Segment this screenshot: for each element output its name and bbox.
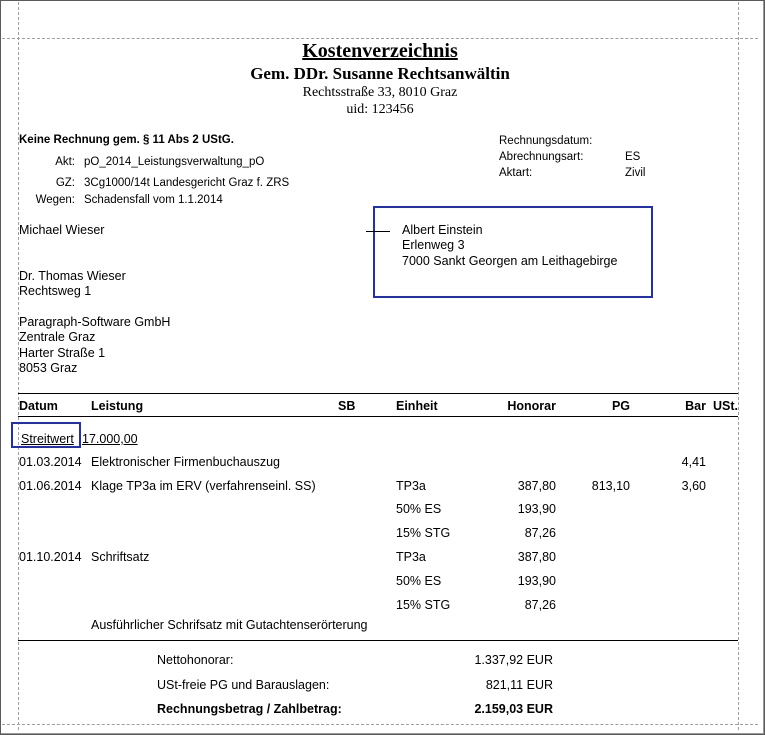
meta-value-wegen: Schadensfall vom 1.1.2014 [84, 194, 223, 206]
row-honorar: 87,26 [524, 598, 556, 612]
total-value-pg-bar: 821,11 EUR [485, 678, 553, 692]
row-leistung: Ausführlicher Schrifsatz mit Gutachtenserörterung [91, 618, 368, 632]
row-bar: 3,60 [681, 479, 706, 493]
client-name: Michael Wieser [19, 223, 105, 237]
margin-guide-bottom [2, 724, 758, 725]
row-datum: 01.06.2014 [19, 479, 82, 493]
document-page [2, 2, 758, 730]
row-honorar: 193,90 [517, 574, 556, 588]
opponent-lawyer-line-1: Dr. Thomas Wieser [19, 269, 126, 283]
recipient-line-3: 7000 Sankt Georgen am Leithagebirge [402, 254, 618, 268]
row-honorar: 193,90 [517, 502, 556, 516]
meta-label-gz: GZ: [55, 177, 75, 189]
total-label-zahlbetrag: Rechnungsbetrag / Zahlbetrag: [157, 702, 342, 716]
row-honorar: 387,80 [517, 479, 556, 493]
row-leistung: Schriftsatz [91, 550, 150, 564]
meta-value-akt: pO_2014_Leistungsverwaltung_pO [84, 156, 265, 168]
total-value-zahlbetrag: 2.159,03 EUR [474, 702, 553, 716]
row-honorar: 387,80 [517, 550, 556, 564]
col-header-datum: Datum [19, 399, 58, 413]
row-pg: 813,10 [591, 479, 630, 493]
row-leistung: Elektronischer Firmenbuchauszug [91, 455, 280, 469]
col-header-ust: USt. [713, 399, 738, 413]
recipient-address-box [373, 206, 653, 298]
table-top-rule [18, 393, 738, 394]
total-label-netto: Nettohonorar: [157, 653, 234, 667]
opponent-lawyer-line-2: Rechtsweg 1 [19, 284, 92, 298]
row-einheit: TP3a [396, 550, 426, 564]
col-header-sb: SB [338, 399, 356, 413]
recipient-line-1: Albert Einstein [402, 223, 483, 237]
invoice-note: Keine Rechnung gem. § 11 Abs 2 UStG. [19, 134, 234, 146]
other-party-line-4: 8053 Graz [19, 361, 78, 375]
row-einheit: 50% ES [396, 502, 442, 516]
meta-label-abrechnungsart: Abrechnungsart: [499, 151, 584, 163]
streitwert-value: 17.000,00 [82, 432, 138, 446]
recipient-marker-line [366, 231, 390, 232]
other-party-line-2: Zentrale Graz [19, 330, 96, 344]
page-title: Kostenverzeichnis [302, 40, 458, 62]
col-header-pg: PG [611, 399, 630, 413]
total-value-netto: 1.337,92 EUR [474, 653, 553, 667]
col-header-leistung: Leistung [91, 399, 144, 413]
col-header-honorar: Honorar [507, 399, 556, 413]
meta-label-aktart: Aktart: [499, 167, 533, 179]
row-einheit: 15% STG [396, 598, 451, 612]
row-einheit: 50% ES [396, 574, 442, 588]
col-header-bar: Bar [685, 399, 706, 413]
meta-label-wegen: Wegen: [35, 194, 75, 206]
firm-address: Rechtsstraße 33, 8010 Graz [302, 85, 458, 100]
row-leistung: Klage TP3a im ERV (verfahrenseinl. SS) [91, 479, 316, 493]
other-party-line-3: Harter Straße 1 [19, 346, 106, 360]
streitwert-label: Streitwert [21, 432, 74, 446]
row-datum: 01.03.2014 [19, 455, 82, 469]
meta-value-abrechnungsart: ES [625, 151, 641, 163]
col-header-einheit: Einheit [396, 399, 438, 413]
row-datum: 01.10.2014 [19, 550, 82, 564]
row-einheit: TP3a [396, 479, 426, 493]
meta-value-gz: 3Cg1000/14t Landesgericht Graz f. ZRS [84, 177, 290, 189]
meta-value-aktart: Zivil [625, 167, 646, 179]
meta-label-akt: Akt: [55, 156, 75, 168]
firm-uid: uid: 123456 [346, 102, 414, 117]
total-label-pg-bar: USt-freie PG und Barauslagen: [157, 678, 330, 692]
other-party-line-1: Paragraph-Software GmbH [19, 315, 171, 329]
recipient-line-2: Erlenweg 3 [402, 238, 465, 252]
firm-name: Gem. DDr. Susanne Rechtsanwältin [250, 64, 510, 83]
meta-label-rechnungsdatum: Rechnungsdatum: [499, 135, 593, 147]
table-header-rule [18, 416, 738, 417]
totals-rule [18, 640, 738, 641]
row-einheit: 15% STG [396, 526, 451, 540]
margin-guide-top [2, 38, 758, 39]
row-honorar: 87,26 [524, 526, 556, 540]
row-bar: 4,41 [681, 455, 706, 469]
